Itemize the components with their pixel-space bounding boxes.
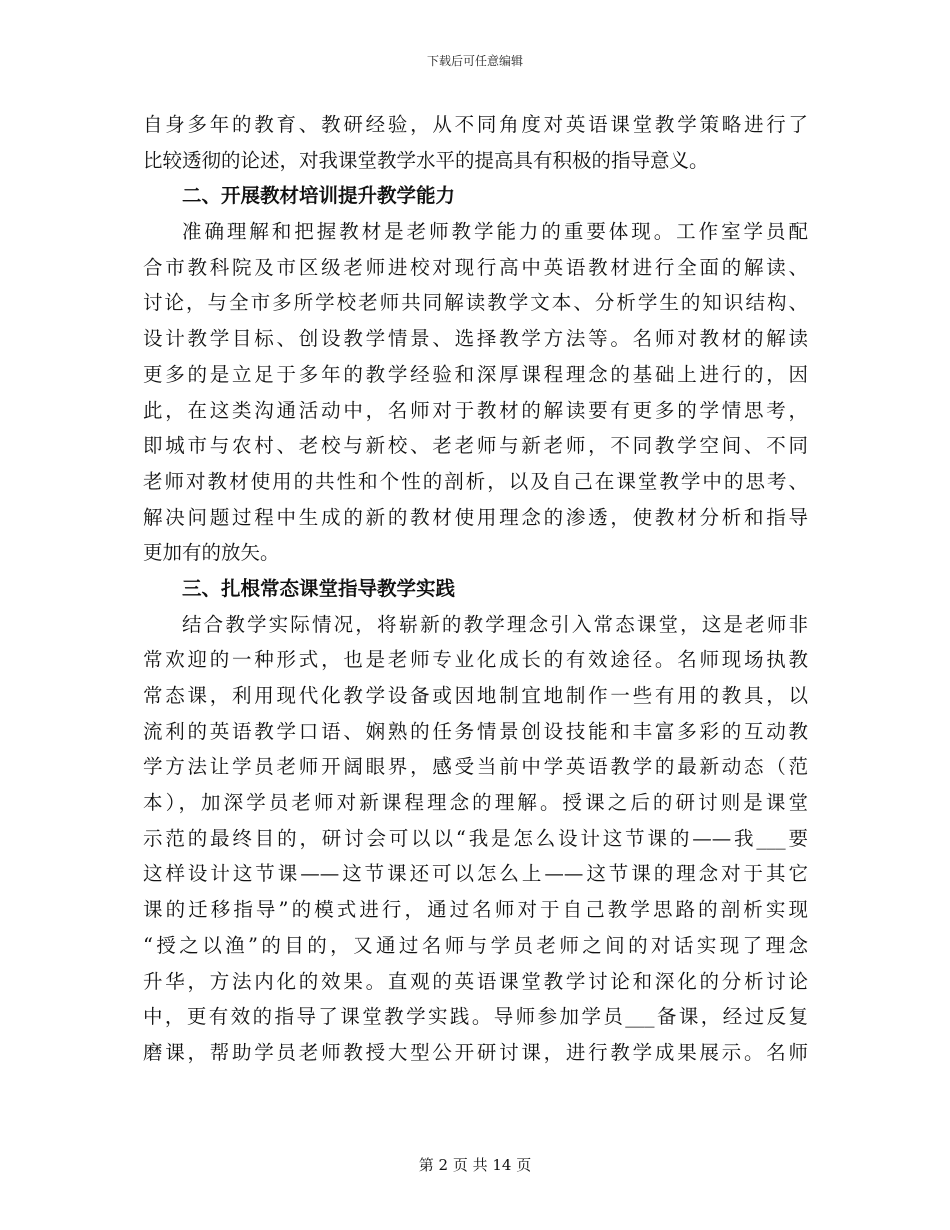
text-line: 更多的是立足于多年的教学经验和深厚课程理念的基础上进行的，因 bbox=[143, 362, 808, 386]
text-line: 更加有的放矢。 bbox=[143, 541, 280, 565]
text-line: 磨课，帮助学员老师教授大型公开研讨课，进行教学成果展示。名师 bbox=[143, 1040, 808, 1064]
text-line: 流利的英语教学口语、娴熟的任务情景创设技能和丰富多彩的互动教 bbox=[143, 719, 808, 743]
text-line: 中，更有效的指导了课堂教学实践。导师参加学员___备课，经过反复 bbox=[143, 1005, 808, 1029]
text-line: 本），加深学员老师对新课程理念的理解。授课之后的研讨则是课堂 bbox=[143, 791, 808, 815]
text-line: 设计教学目标、创设教学情景、选择教学方法等。名师对教材的解读 bbox=[143, 327, 808, 351]
text-line: 升华，方法内化的效果。直观的英语课堂教学讨论和深化的分析讨论 bbox=[143, 969, 808, 993]
text-line: 示范的最终目的，研讨会可以以“我是怎么设计这节课的——我___要 bbox=[143, 826, 808, 850]
text-line: 即城市与农村、老校与新校、老老师与新老师，不同教学空间、不同 bbox=[143, 434, 808, 458]
section-heading: 二、开展教材培训提升教学能力 bbox=[182, 184, 456, 208]
text-line: 自身多年的教育、教研经验，从不同角度对英语课堂教学策略进行了 bbox=[143, 113, 808, 136]
page-header: 下载后可任意编辑 bbox=[426, 54, 523, 68]
paragraph-first-line: 准确理解和把握教材是老师教学能力的重要体现。工作室学员配 bbox=[182, 220, 808, 244]
text-line: 解决问题过程中生成的新的教材使用理念的渗透，使教材分析和指导 bbox=[143, 505, 808, 529]
text-line: 这样设计这节课——这节课还可以怎么上——这节课的理念对于其它 bbox=[143, 862, 808, 886]
text-line: 讨论，与全市多所学校老师共同解读教学文本、分析学生的知识结构、 bbox=[143, 291, 808, 315]
text-line: 课的迁移指导”的模式进行，通过名师对于自己教学思路的剖析实现 bbox=[143, 898, 808, 922]
text-line: 此，在这类沟通活动中，名师对于教材的解读要有更多的学情思考， bbox=[143, 398, 808, 422]
text-line: 常欢迎的一种形式，也是老师专业化成长的有效途径。名师现场执教 bbox=[143, 648, 808, 672]
text-line: 合市教科院及市区级老师进校对现行高中英语教材进行全面的解读、 bbox=[143, 255, 808, 279]
text-line: 比较透彻的论述，对我课堂教学水平的提高具有积极的指导意义。 bbox=[143, 148, 709, 172]
document-body bbox=[143, 107, 808, 1071]
text-line: 学方法让学员老师开阔眼界，感受当前中学英语教学的最新动态（范 bbox=[143, 755, 808, 779]
text-line: 常态课，利用现代化教学设备或因地制宜地制作一些有用的教具，以 bbox=[143, 684, 808, 707]
paragraph-first-line: 结合教学实际情况，将崭新的教学理念引入常态课堂，这是老师非 bbox=[182, 612, 808, 636]
section-heading: 三、扎根常态课堂指导教学实践 bbox=[182, 576, 456, 600]
text-line: 老师对教材使用的共性和个性的剖析，以及自己在课堂教学中的思考、 bbox=[143, 469, 808, 493]
page-footer: 第 2 页 共 14 页 bbox=[418, 1156, 532, 1174]
text-line: “授之以渔”的目的，又通过名师与学员老师之间的对话实现了理念 bbox=[143, 933, 808, 957]
